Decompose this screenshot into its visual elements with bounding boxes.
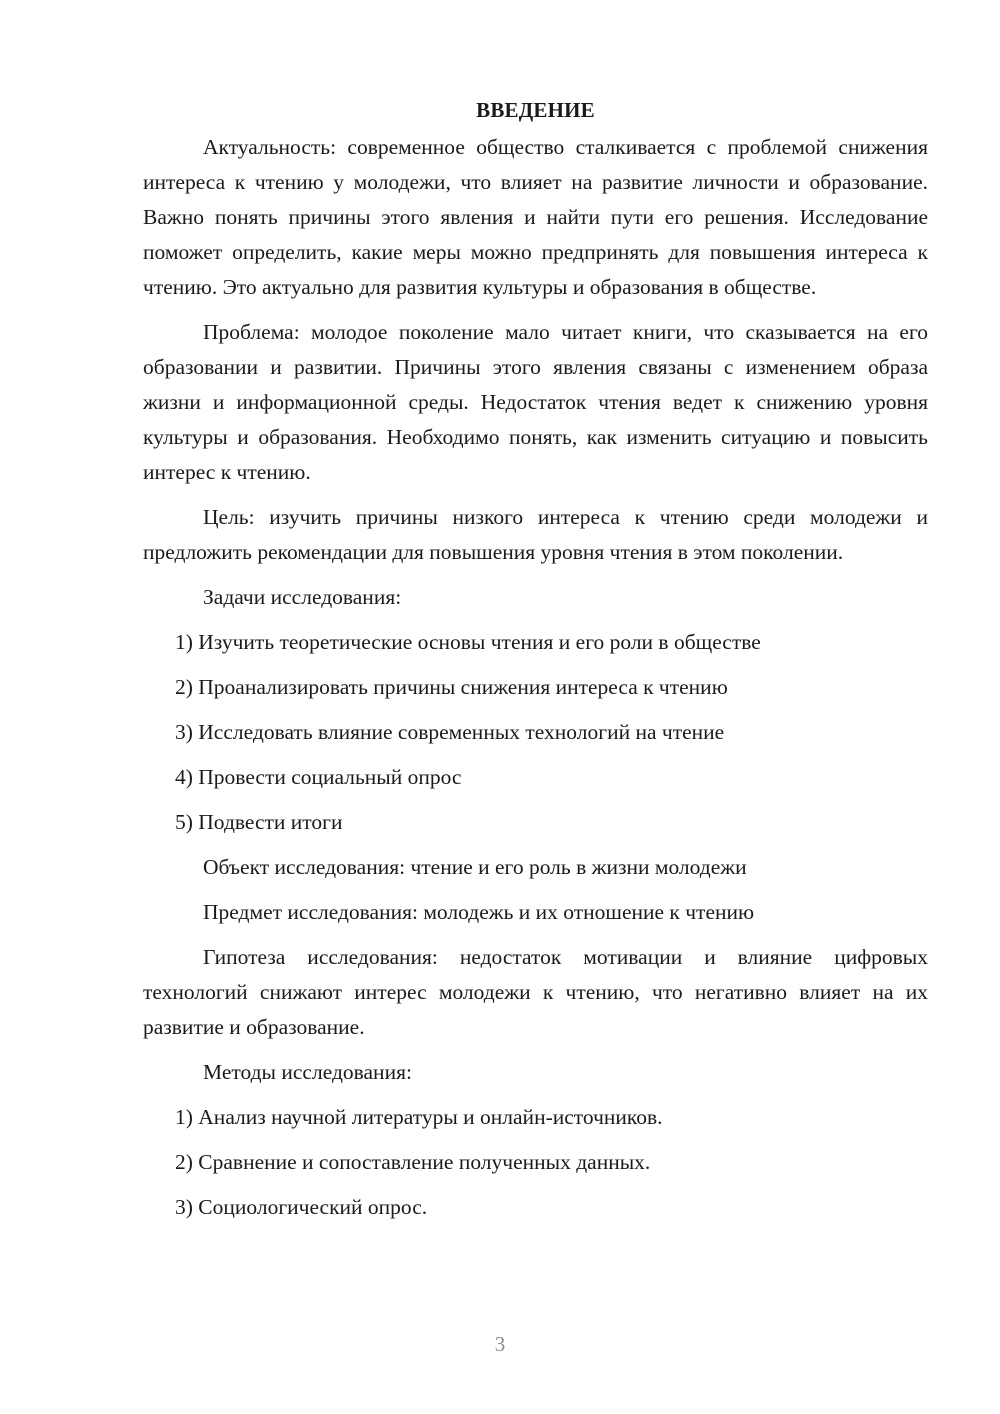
relevance-paragraph: Актуальность: современное общество сталкивается с проблемой снижения интереса к чтению у молодежи, что влияет на развитие личности и образование. Важно понять причины этого явления и найти пути его решения. Исследование поможет определить, какие меры можно предпринять для повышения интереса к чтению. Это актуально для развития культуры и образования в обществе. (143, 135, 928, 299)
list-item: 5) Подвести итоги (175, 810, 343, 834)
tasks-list (143, 625, 928, 840)
list-item: 1) Анализ научной литературы и онлайн-источников. (175, 1105, 663, 1129)
goal-paragraph: Цель: изучить причины низкого интереса к чтению среди молодежи и предложить рекомендации для повышения уровня чтения в этом поколении. (143, 505, 928, 564)
list-item: 4) Провести социальный опрос (175, 765, 462, 789)
page-number: 3 (494, 1332, 506, 1356)
methods-heading: Методы исследования: (203, 1060, 412, 1084)
page-title: ВВЕДЕНИЕ (476, 98, 595, 122)
list-item: 2) Сравнение и сопоставление полученных данных. (175, 1150, 651, 1174)
research-subject: Предмет исследования: молодежь и их отношение к чтению (203, 900, 755, 924)
hypothesis-paragraph: Гипотеза исследования: недостаток мотивации и влияние цифровых технологий снижают интерес молодежи к чтению, что негативно влияет на их развитие и образование. (143, 945, 928, 1039)
tasks-heading: Задачи исследования: (203, 585, 402, 609)
document-page (143, 92, 928, 1235)
methods-list (143, 1100, 928, 1225)
list-item: 3) Социологический опрос. (175, 1195, 428, 1219)
problem-paragraph: Проблема: молодое поколение мало читает книги, что сказывается на его образовании и развитии. Причины этого явления связаны с изменением образа жизни и информационной среды. Недостаток чтения ведет к снижению уровня культуры и образования. Необходимо понять, как изменить ситуацию и повысить интерес к чтению. (143, 320, 928, 484)
list-item: 2) Проанализировать причины снижения интереса к чтению (175, 675, 728, 699)
research-object: Объект исследования: чтение и его роль в жизни молодежи (203, 855, 747, 879)
list-item: 1) Изучить теоретические основы чтения и его роли в обществе (175, 630, 761, 654)
list-item: 3) Исследовать влияние современных технологий на чтение (175, 720, 725, 744)
